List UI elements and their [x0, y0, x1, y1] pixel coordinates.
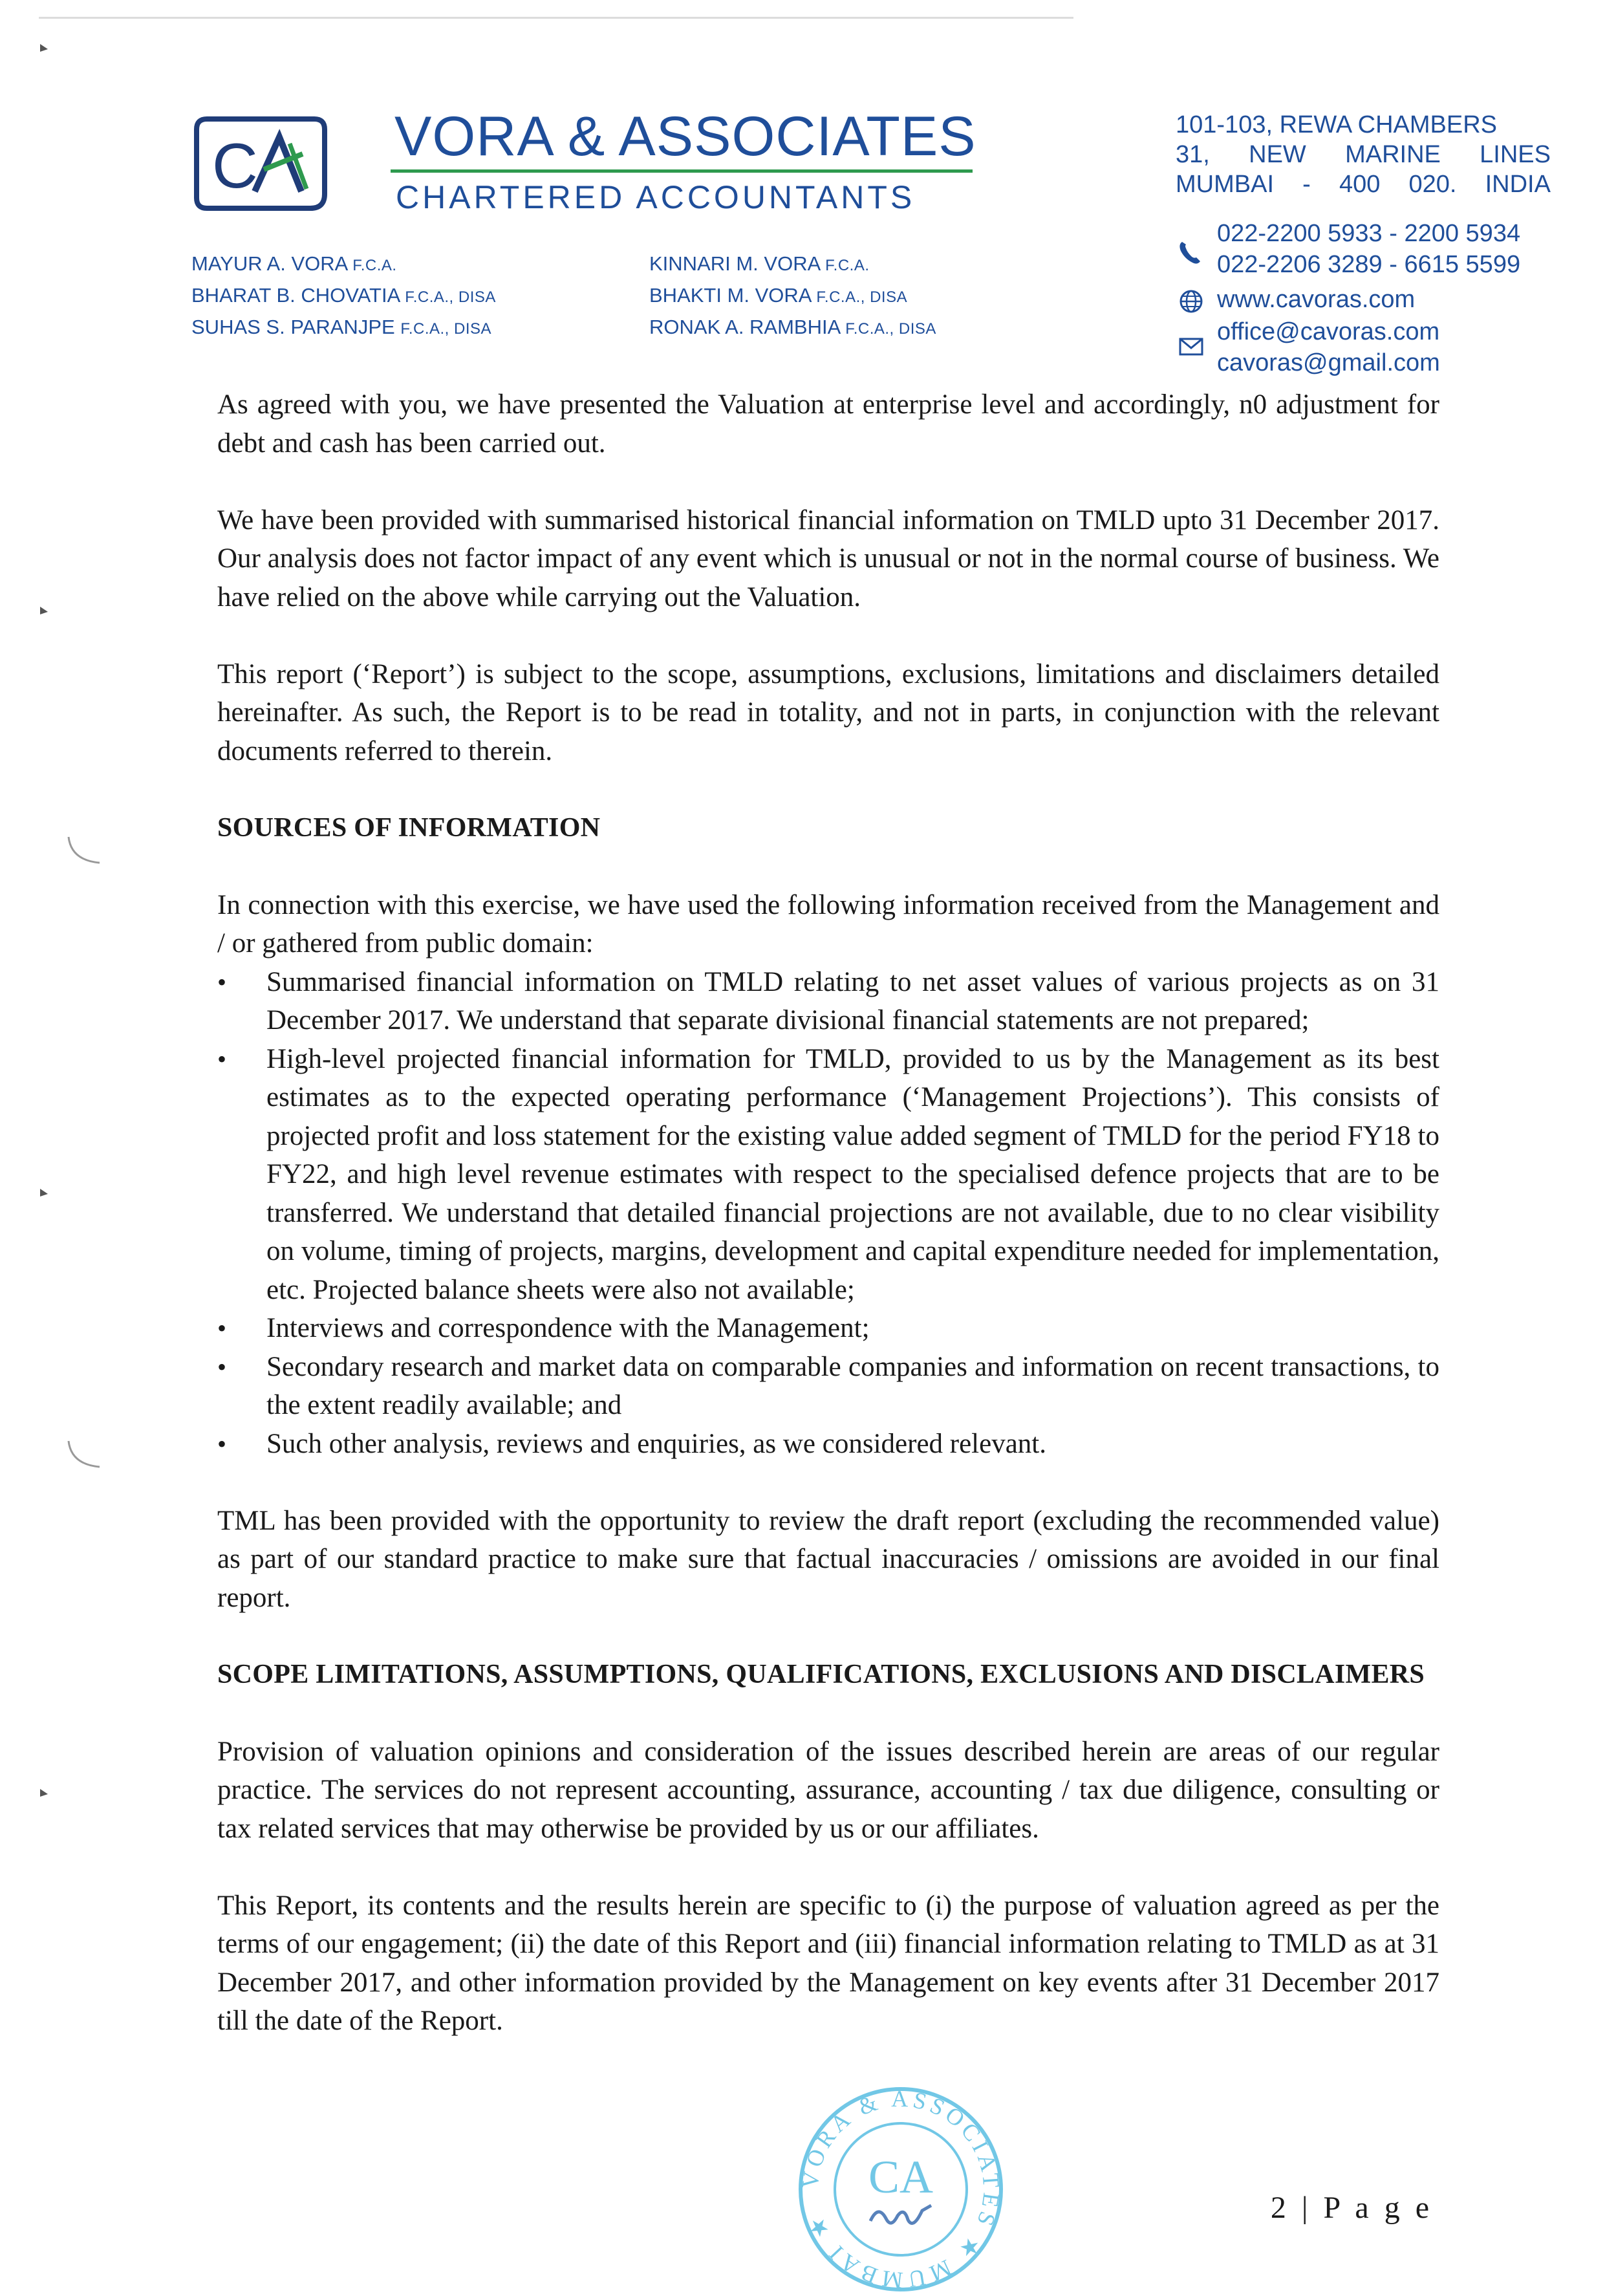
partners-left: [191, 249, 496, 344]
address-part: 31,: [1176, 141, 1210, 168]
address-part: INDIA: [1485, 171, 1551, 198]
paragraph-sources-intro: In connection with this exercise, we have used the following information received from the Management and / or gathered from public domain:: [217, 889, 1439, 958]
partner-entry: MAYUR A. VORA F.C.A.: [191, 252, 397, 275]
address-part: MUMBAI: [1176, 171, 1274, 198]
partner-entry: BHARAT B. CHOVATIA F.C.A., DISA: [191, 284, 496, 307]
list-item: • Secondary research and market data on comparable companies and information on recent transactions, to the extent readily available; and: [217, 1348, 1439, 1425]
phone-icon: [1177, 239, 1203, 265]
ca-logo-icon: [193, 115, 329, 212]
partner-entry: SUHAS S. PARANJPE F.C.A., DISA: [191, 316, 492, 338]
list-item: • High-level projected financial information for TMLD, provided to us by the Management as its best estimates as to the expected operating performance (‘Management Projections’). This consists of projected profit and loss statement for the existing value added segment of TMLD for the period FY18 to FY22, and high level revenue estimates with respect to the specialised defence projects that are to be transferred. We understand that detailed financial projections are not available, due to no clear visibility on volume, timing of projects, margins, development and capital expenditure needed for implementation, etc. Projected balance sheets were also not available;: [217, 1040, 1439, 1310]
paragraph-historical-info: We have been provided with summarised historical financial information on TMLD upto 31 December 2017. Our analysis does not factor impact of any event which is unusual or not in the normal course of business. We have relied on the above while carrying out the Valuation.: [217, 504, 1439, 612]
address-part: NEW: [1249, 141, 1306, 168]
partner-entry: BHAKTI M. VORA F.C.A., DISA: [649, 284, 908, 307]
paragraph-enterprise-valuation: As agreed with you, we have presented the Valuation at enterprise level and accordingly, n0 adjustment for debt and cash has been carried out.: [217, 389, 1439, 459]
address-part: 020.: [1408, 171, 1457, 198]
firm-subtitle: CHARTERED ACCOUNTANTS: [396, 179, 916, 215]
address-part: MARINE: [1345, 141, 1441, 168]
partner-entry: RONAK A. RAMBHIA F.C.A., DISA: [649, 316, 936, 338]
phone-line-2: 022-2206 3289 - 6615 5599: [1217, 251, 1521, 278]
email-link-gmail[interactable]: cavoras@gmail.com: [1217, 349, 1440, 376]
phone-line-1: 022-2200 5933 - 2200 5934: [1217, 220, 1521, 247]
scan-margin-mark: [34, 1785, 57, 1801]
paragraph-report-specificity: This Report, its contents and the results herein are specific to (i) the purpose of valuation agreed as per the terms of our engagement; (ii) the date of this Report and (iii) financial information relating to TMLD as at 31 December 2017, and other information provided by the Management on key events after 31 December 2017 till the date of the Report.: [217, 1890, 1439, 2036]
address-part: 400: [1339, 171, 1381, 198]
svg-text:CA: CA: [868, 2151, 934, 2203]
address-line-3: [1176, 171, 1551, 199]
address-line-1: 101-103, REWA CHAMBERS: [1176, 111, 1497, 138]
paragraph-report-scope: This report (‘Report’) is subject to the scope, assumptions, exclusions, limitations and disclaimers detailed hereinafter. As such, the Report is to be read in totality, and not in parts, in conjunction with the relevant documents referred to therein.: [217, 658, 1439, 766]
scan-margin-mark: [34, 603, 57, 618]
list-item: • Such other analysis, reviews and enquiries, as we considered relevant.: [217, 1425, 1439, 1464]
partners-right: [649, 249, 936, 344]
firm-seal-stamp: [794, 2083, 1007, 2296]
firm-name-underline: [391, 169, 973, 173]
sources-list: [217, 963, 1439, 1464]
website-link[interactable]: www.cavoras.com: [1217, 286, 1416, 313]
page-number: 2 | P a g e: [1270, 2191, 1433, 2225]
firm-name: VORA & ASSOCIATES: [394, 105, 976, 168]
heading-scope-limitations: SCOPE LIMITATIONS, ASSUMPTIONS, QUALIFICATIONS, EXCLUSIONS AND DISCLAIMERS: [217, 1659, 1425, 1689]
heading-sources-of-information: SOURCES OF INFORMATION: [217, 812, 601, 843]
paragraph-valuation-practice: Provision of valuation opinions and consideration of the issues described herein are areas of our regular practice. The services do not represent accounting, assurance, accounting / tax due diligence, consulting or tax related services that may otherwise be provided by us or our affiliates.: [217, 1736, 1439, 1844]
partner-entry: KINNARI M. VORA F.C.A.: [649, 252, 870, 275]
punch-hole-mark: [65, 834, 103, 867]
globe-icon: [1178, 288, 1204, 314]
list-item: • Interviews and correspondence with the Management;: [217, 1309, 1439, 1348]
paragraph-draft-review: TML has been provided with the opportunity to review the draft report (excluding the recommended value) as part of our standard practice to make sure that factual inaccuracies / omissions are avoided in our final report.: [217, 1505, 1439, 1613]
svg-text:C: C: [212, 130, 258, 201]
punch-hole-mark: [65, 1438, 103, 1471]
scan-margin-mark: [34, 40, 57, 56]
address-part: -: [1302, 171, 1311, 198]
address-line-2: [1176, 141, 1551, 169]
email-link-office[interactable]: office@cavoras.com: [1217, 318, 1440, 345]
scan-edge-line: [39, 17, 1073, 19]
list-item: • Summarised financial information on TMLD relating to net asset values of various projects as on 31 December 2017. We understand that separate divisional financial statements are not prepared;: [217, 963, 1439, 1040]
address-part: LINES: [1480, 141, 1551, 168]
mail-icon: [1178, 334, 1204, 360]
scan-margin-mark: [34, 1185, 57, 1200]
report-body: [217, 385, 1439, 2079]
svg-text:VORA & ASSOCIATES ★ MUMBAI ★: VORA & ASSOCIATES ★ MUMBAI ★: [797, 2085, 1005, 2294]
